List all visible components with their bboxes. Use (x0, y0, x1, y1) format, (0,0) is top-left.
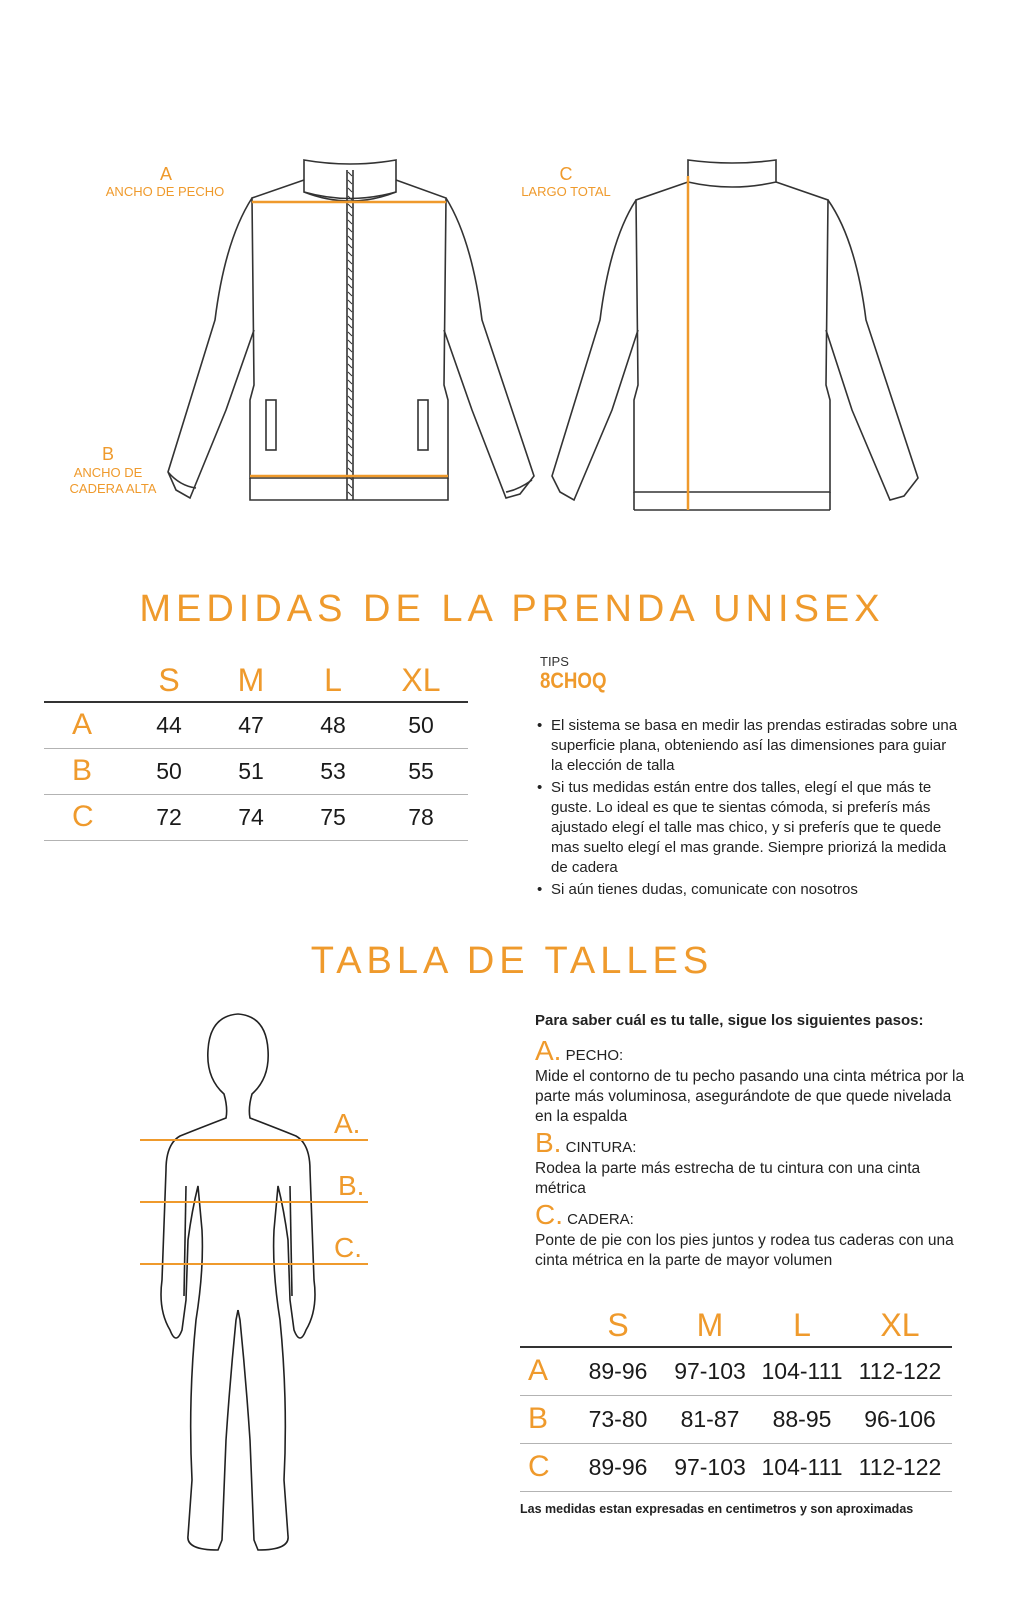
cell: 50 (128, 748, 210, 794)
col-m: M (210, 660, 292, 702)
footnote: Las medidas estan expresadas en centimetros y son aproximadas (520, 1502, 914, 1516)
list-item: • Si aún tienes dudas, comunicate con nosotros (537, 881, 858, 898)
row-label: A (44, 702, 128, 748)
steps-block (535, 1012, 965, 1271)
cell: 112-122 (848, 1443, 952, 1491)
step-text: Rodea la parte más estrecha de tu cintura con una cinta métrica (535, 1160, 921, 1197)
col-s: S (572, 1305, 664, 1347)
cell: 104-111 (756, 1347, 848, 1395)
step-heading: B. CINTURA: (535, 1127, 637, 1158)
label-letter-b: B (101, 444, 114, 464)
cell: 81-87 (664, 1395, 756, 1443)
body-label-b: B. (338, 1170, 365, 1201)
cell: 104-111 (756, 1443, 848, 1491)
body-label-c: C. (334, 1232, 362, 1263)
row-label: B (520, 1395, 572, 1443)
label-ancho-cadera-2: CADERA ALTA (69, 481, 157, 496)
col-s: S (128, 660, 210, 702)
cell: 55 (374, 748, 468, 794)
col-m: M (664, 1305, 756, 1347)
step-text: Mide el contorno de tu pecho pasando una cinta métrica por la parte más voluminosa, asegurándote de que quede nivelada en la espalda (535, 1068, 965, 1125)
label-letter-a: A (159, 164, 172, 184)
section-title-tabla: TABLA DE TALLES (310, 940, 714, 982)
row-label: A (520, 1347, 572, 1395)
cell: 72 (128, 794, 210, 840)
row-label: B (44, 748, 128, 794)
tips-list (537, 716, 961, 902)
cell: 88-95 (756, 1395, 848, 1443)
table-row (520, 1395, 952, 1443)
body-outline (161, 1014, 315, 1550)
col-xl: XL (848, 1305, 952, 1347)
body-figure-diagram (130, 1000, 390, 1560)
jacket-diagram (0, 0, 1024, 540)
cell: 97-103 (664, 1347, 756, 1395)
cell: 78 (374, 794, 468, 840)
row-label: C (520, 1443, 572, 1491)
cell: 89-96 (572, 1347, 664, 1395)
col-xl: XL (374, 660, 468, 702)
garment-measure-table (44, 660, 468, 841)
cell: 53 (292, 748, 374, 794)
body-label-a: A. (334, 1108, 361, 1139)
cell: 51 (210, 748, 292, 794)
jacket-front-illustration (168, 160, 534, 500)
cell: 44 (128, 702, 210, 748)
col-l: L (756, 1305, 848, 1347)
list-item: • El sistema se basa en medir las prendas estiradas sobre una superficie plana, obteniendo así las dimensiones para guiar la elección de talla (537, 717, 958, 774)
table-row (44, 748, 468, 794)
table-row (44, 794, 468, 840)
row-label: C (44, 794, 128, 840)
cell: 48 (292, 702, 374, 748)
section-title-medidas: MEDIDAS DE LA PRENDA UNISEX (139, 588, 885, 630)
table-row (44, 702, 468, 748)
table-row (520, 1443, 952, 1491)
brand-logo: 8CHOQ (540, 668, 607, 693)
cell: 97-103 (664, 1443, 756, 1491)
table-row (520, 1347, 952, 1395)
cell: 75 (292, 794, 374, 840)
label-ancho-cadera-1: ANCHO DE (73, 465, 143, 480)
label-letter-c: C (559, 164, 573, 184)
list-item: • Si tus medidas están entre dos talles, elegí el que más te guste. Lo ideal es que te sientas cómoda, si preferís más ajustado elegí el talle mas chico, y si preferís que te quede mas suelto elegí el mas grande. Siempre priorizá la medida de cadera (537, 779, 947, 876)
step-heading: A. PECHO: (535, 1035, 624, 1066)
cell: 73-80 (572, 1395, 664, 1443)
cell: 96-106 (848, 1395, 952, 1443)
cell: 74 (210, 794, 292, 840)
cell: 112-122 (848, 1347, 952, 1395)
col-l: L (292, 660, 374, 702)
label-ancho-pecho: ANCHO DE PECHO (105, 184, 225, 199)
jacket-back-illustration (552, 160, 918, 510)
label-largo-total: LARGO TOTAL (521, 184, 611, 199)
step-heading: C. CADERA: (535, 1199, 634, 1230)
cell: 47 (210, 702, 292, 748)
cell: 50 (374, 702, 468, 748)
steps-intro: Para saber cuál es tu talle, sigue los siguientes pasos: (535, 1012, 924, 1029)
body-size-table (520, 1305, 952, 1492)
step-text: Ponte de pie con los pies juntos y rodea tus caderas con una cinta métrica en la parte de mayor volumen (535, 1232, 954, 1269)
cell: 89-96 (572, 1443, 664, 1491)
tips-label: TIPS (540, 654, 569, 669)
